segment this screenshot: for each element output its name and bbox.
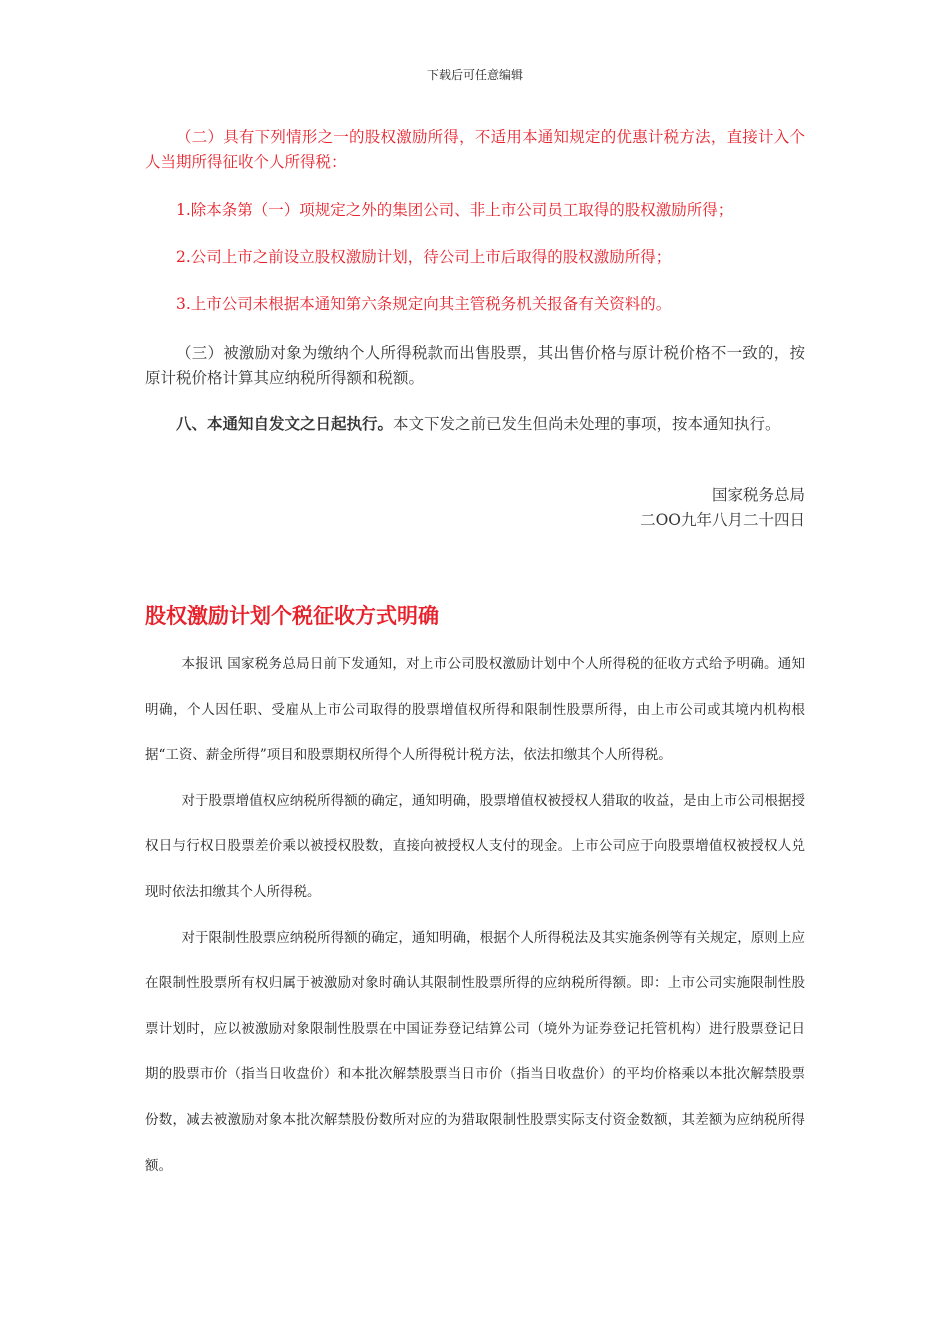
section-two-item-3 [145,292,805,317]
list-item: 1.除本条第（一）项规定之外的集团公司、非上市公司员工取得的股权激励所得； [176,201,734,219]
news-paragraph: 对于限制性股票应纳税所得额的确定，通知明确，根据个人所得税法及其实施条例等有关规定，原则上应在限制性股票所有权归属于被激励对象时确认其限制性股票所得的应纳税所得额。即：上市公司实施限制性股票计划时，应以被激励对象限制性股票在中国证券登记结算公司（境外为证券登记托管机构）进行股票登记日期的股票市价（指当日收盘价）和本批次解禁股票当日市价（指当日收盘价）的平均价格乘以本批次解禁股票份数，减去被激励对象本批次解禁股份数所对应的为猎取限制性股票实际支付资金数额，其差额为应纳税所得额。 [145,929,805,1174]
article-eight-rest: 本文下发之前已发生但尚未处理的事项，按本通知执行。 [393,415,781,433]
section-two [145,125,805,175]
section-two-intro: （二）具有下列情形之一的股权激励所得，不适用本通知规定的优惠计税方法，直接计入个人当期所得征收个人所得税： [145,128,805,171]
article-eight-bold: 八、本通知自发文之日起执行。 [176,414,394,433]
article-eight [145,411,805,437]
section-two-item-2 [145,245,805,270]
section-two-item-1 [145,198,805,223]
section-three [145,341,805,391]
signature-date: 二OO九年八月二十四日 [640,511,805,529]
page-header: 下载后可任意编辑 [426,68,523,82]
signature-org: 国家税务总局 [711,486,805,504]
news-body [145,642,805,1189]
list-item: 2.公司上市之前设立股权激励计划，待公司上市后取得的股权激励所得； [176,248,672,266]
section-three-text: （三）被激励对象为缴纳个人所得税款而出售股票，其出售价格与原计税价格不一致的，按原计税价格计算其应纳税所得额和税额。 [145,344,805,387]
news-paragraph: 对于股票增值权应纳税所得额的确定，通知明确，股票增值权被授权人猎取的收益，是由上市公司根据授权日与行权日股票差价乘以被授权股数，直接向被授权人支付的现金。上市公司应于向股票增值权被授权人兑现时依法扣缴其个人所得税。 [145,792,805,900]
list-item: 3.上市公司未根据本通知第六条规定向其主管税务机关报备有关资料的。 [176,295,672,313]
news-title: 股权激励计划个税征收方式明确 [145,604,439,628]
news-paragraph: 本报讯 国家税务总局日前下发通知，对上市公司股权激励计划中个人所得税的征收方式给予明确。通知明确，个人因任职、受雇从上市公司取得的股票增值权所得和限制性股票所得，由上市公司或其境内机构根据“工资、薪金所得”项目和股票期权所得个人所得税计税方法，依法扣缴其个人所得税。 [145,656,805,764]
article-eight-text [145,411,805,437]
